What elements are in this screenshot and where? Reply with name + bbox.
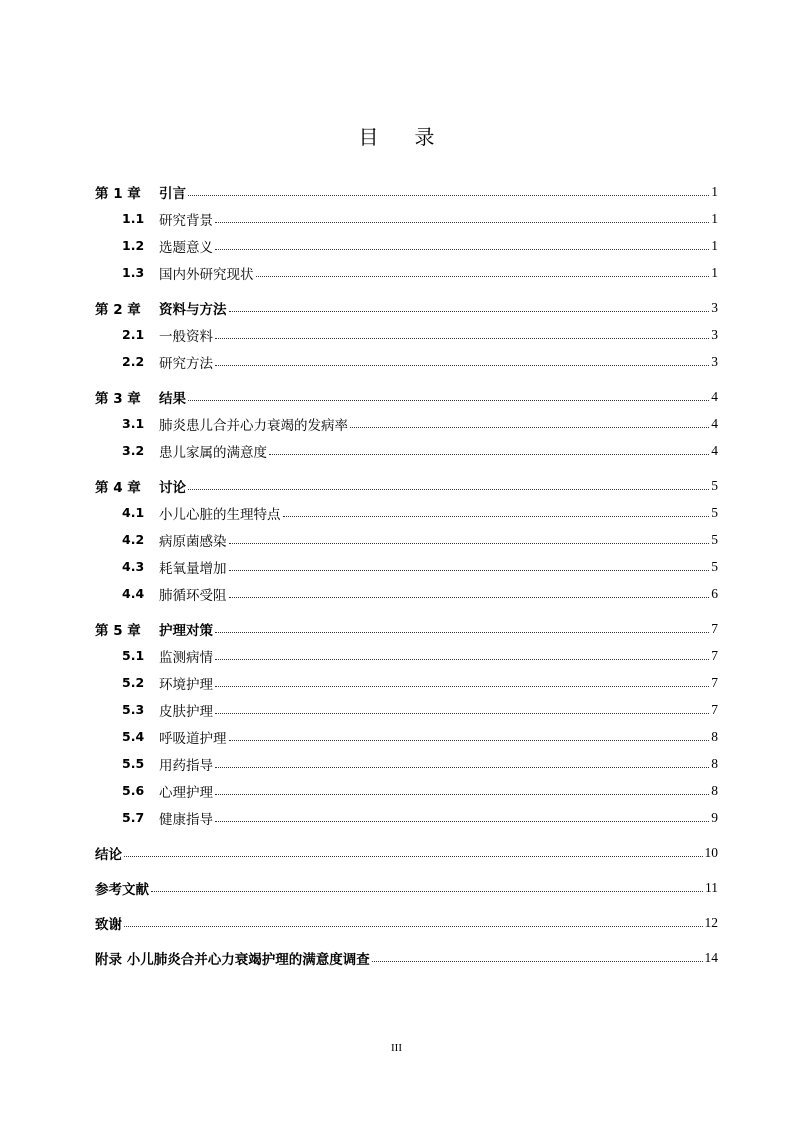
toc-section-5-5[interactable] [95,750,718,777]
table-of-contents [95,178,718,971]
toc-dot-leader [229,543,710,544]
toc-section-5-1[interactable] [95,642,718,669]
toc-chapter-title: 结论 [95,846,122,863]
toc-chapter-title: 参考文献 [95,881,149,898]
toc-dot-leader [256,276,710,277]
toc-dot-leader [215,659,709,660]
toc-section-title: 小儿心脏的生理特点 [159,506,281,523]
toc-dot-leader [215,821,709,822]
toc-section-5-3[interactable] [95,696,718,723]
toc-references[interactable] [95,874,718,901]
toc-page-number: 14 [704,949,718,965]
toc-chapter-title: 致谢 [95,916,122,933]
toc-chapter-number: 第 3 章 [95,390,141,407]
toc-dot-leader [372,961,703,962]
toc-dot-leader [215,365,709,366]
toc-section-number: 1.3 [122,265,145,280]
toc-section-title: 用药指导 [159,757,213,774]
toc-section-title: 环境护理 [159,676,213,693]
toc-dot-leader [188,489,709,490]
toc-section-title: 皮肤护理 [159,703,213,720]
toc-section-number: 1.1 [122,211,145,226]
toc-chapter-title: 讨论 [159,479,186,496]
toc-section-3-2[interactable] [95,437,718,464]
toc-page-number: 4 [711,415,718,431]
toc-section-5-2[interactable] [95,669,718,696]
toc-dot-leader [215,632,709,633]
toc-chapter-4[interactable] [95,472,718,499]
toc-page-number: 10 [704,844,718,860]
toc-section-5-6[interactable] [95,777,718,804]
toc-page-number: 8 [711,782,718,798]
toc-section-4-2[interactable] [95,526,718,553]
toc-page-number: 1 [711,237,718,253]
toc-acknowledgements[interactable] [95,909,718,936]
toc-page-number: 9 [711,809,718,825]
toc-dot-leader [215,686,709,687]
toc-section-4-1[interactable] [95,499,718,526]
toc-section-number: 5.3 [122,702,145,717]
toc-section-title: 病原菌感染 [159,533,227,550]
toc-section-number: 5.7 [122,810,145,825]
toc-section-5-7[interactable] [95,804,718,831]
toc-dot-leader [151,891,703,892]
toc-page-number: 8 [711,728,718,744]
toc-dot-leader [188,195,709,196]
toc-section-title: 国内外研究现状 [159,266,254,283]
toc-section-1-2[interactable] [95,232,718,259]
toc-appendix[interactable] [95,944,718,971]
toc-section-number: 3.1 [122,416,145,431]
toc-section-title: 患儿家属的满意度 [159,444,267,461]
toc-dot-leader [350,427,709,428]
toc-section-5-4[interactable] [95,723,718,750]
toc-section-4-3[interactable] [95,553,718,580]
toc-page-number: 5 [711,558,718,574]
toc-section-number: 5.1 [122,648,145,663]
toc-section-title: 心理护理 [159,784,213,801]
toc-dot-leader [215,249,709,250]
toc-page-number: 4 [711,442,718,458]
toc-section-title: 肺循环受阻 [159,587,227,604]
toc-page-number: 6 [711,585,718,601]
toc-dot-leader [229,740,710,741]
toc-dot-leader [124,926,703,927]
toc-chapter-title: 附录 小儿肺炎合并心力衰竭护理的满意度调查 [95,951,370,968]
footer-page-number: III [391,1042,402,1054]
toc-page-number: 4 [711,388,718,404]
toc-chapter-title: 结果 [159,390,186,407]
toc-chapter-2[interactable] [95,294,718,321]
toc-page-number: 1 [711,264,718,280]
toc-section-number: 4.2 [122,532,145,547]
toc-page-number: 1 [711,210,718,226]
toc-chapter-number: 第 4 章 [95,479,141,496]
toc-section-number: 5.4 [122,729,145,744]
toc-dot-leader [229,311,710,312]
toc-section-number: 5.6 [122,783,145,798]
toc-page-number: 7 [711,701,718,717]
toc-dot-leader [269,454,709,455]
toc-page-number: 3 [711,326,718,342]
toc-section-title: 一般资料 [159,328,213,345]
toc-section-title: 健康指导 [159,811,213,828]
toc-chapter-5[interactable] [95,615,718,642]
toc-dot-leader [283,516,710,517]
toc-section-number: 4.1 [122,505,145,520]
toc-section-title: 监测病情 [159,649,213,666]
toc-conclusion[interactable] [95,839,718,866]
toc-chapter-title: 资料与方法 [159,301,227,318]
toc-dot-leader [215,794,709,795]
toc-section-title: 选题意义 [159,239,213,256]
toc-dot-leader [124,856,703,857]
toc-section-1-3[interactable] [95,259,718,286]
toc-chapter-number: 第 1 章 [95,185,141,202]
toc-page-number: 5 [711,477,718,493]
toc-page-number: 11 [705,879,718,895]
toc-page-number: 7 [711,674,718,690]
toc-page-number: 5 [711,531,718,547]
toc-chapter-title: 引言 [159,185,186,202]
toc-chapter-3[interactable] [95,383,718,410]
toc-dot-leader [215,222,709,223]
toc-section-4-4[interactable] [95,580,718,607]
toc-section-number: 2.2 [122,354,145,369]
toc-dot-leader [229,570,710,571]
toc-section-title: 肺炎患儿合并心力衰竭的发病率 [159,417,348,434]
toc-section-3-1[interactable] [95,410,718,437]
toc-section-number: 5.2 [122,675,145,690]
toc-dot-leader [229,597,710,598]
page-title: 目录 [358,125,471,149]
toc-page-number: 7 [711,620,718,636]
toc-page-number: 7 [711,647,718,663]
toc-page-number: 3 [711,353,718,369]
toc-chapter-1[interactable] [95,178,718,205]
toc-page-number: 5 [711,504,718,520]
toc-section-title: 呼吸道护理 [159,730,227,747]
toc-section-number: 5.5 [122,756,145,771]
toc-chapter-number: 第 2 章 [95,301,141,318]
toc-page-number: 8 [711,755,718,771]
toc-section-number: 4.4 [122,586,145,601]
toc-dot-leader [215,713,709,714]
toc-section-title: 研究方法 [159,355,213,372]
toc-section-1-1[interactable] [95,205,718,232]
toc-section-title: 耗氧量增加 [159,560,227,577]
toc-section-title: 研究背景 [159,212,213,229]
toc-page-number: 3 [711,299,718,315]
toc-section-number: 4.3 [122,559,145,574]
toc-section-number: 1.2 [122,238,145,253]
toc-dot-leader [215,767,709,768]
toc-dot-leader [188,400,709,401]
toc-page-number: 1 [711,183,718,199]
toc-chapter-title: 护理对策 [159,622,213,639]
toc-section-number: 3.2 [122,443,145,458]
toc-chapter-number: 第 5 章 [95,622,141,639]
toc-section-number: 2.1 [122,327,145,342]
toc-page-number: 12 [704,914,718,930]
toc-section-2-2[interactable] [95,348,718,375]
toc-dot-leader [215,338,709,339]
toc-section-2-1[interactable] [95,321,718,348]
